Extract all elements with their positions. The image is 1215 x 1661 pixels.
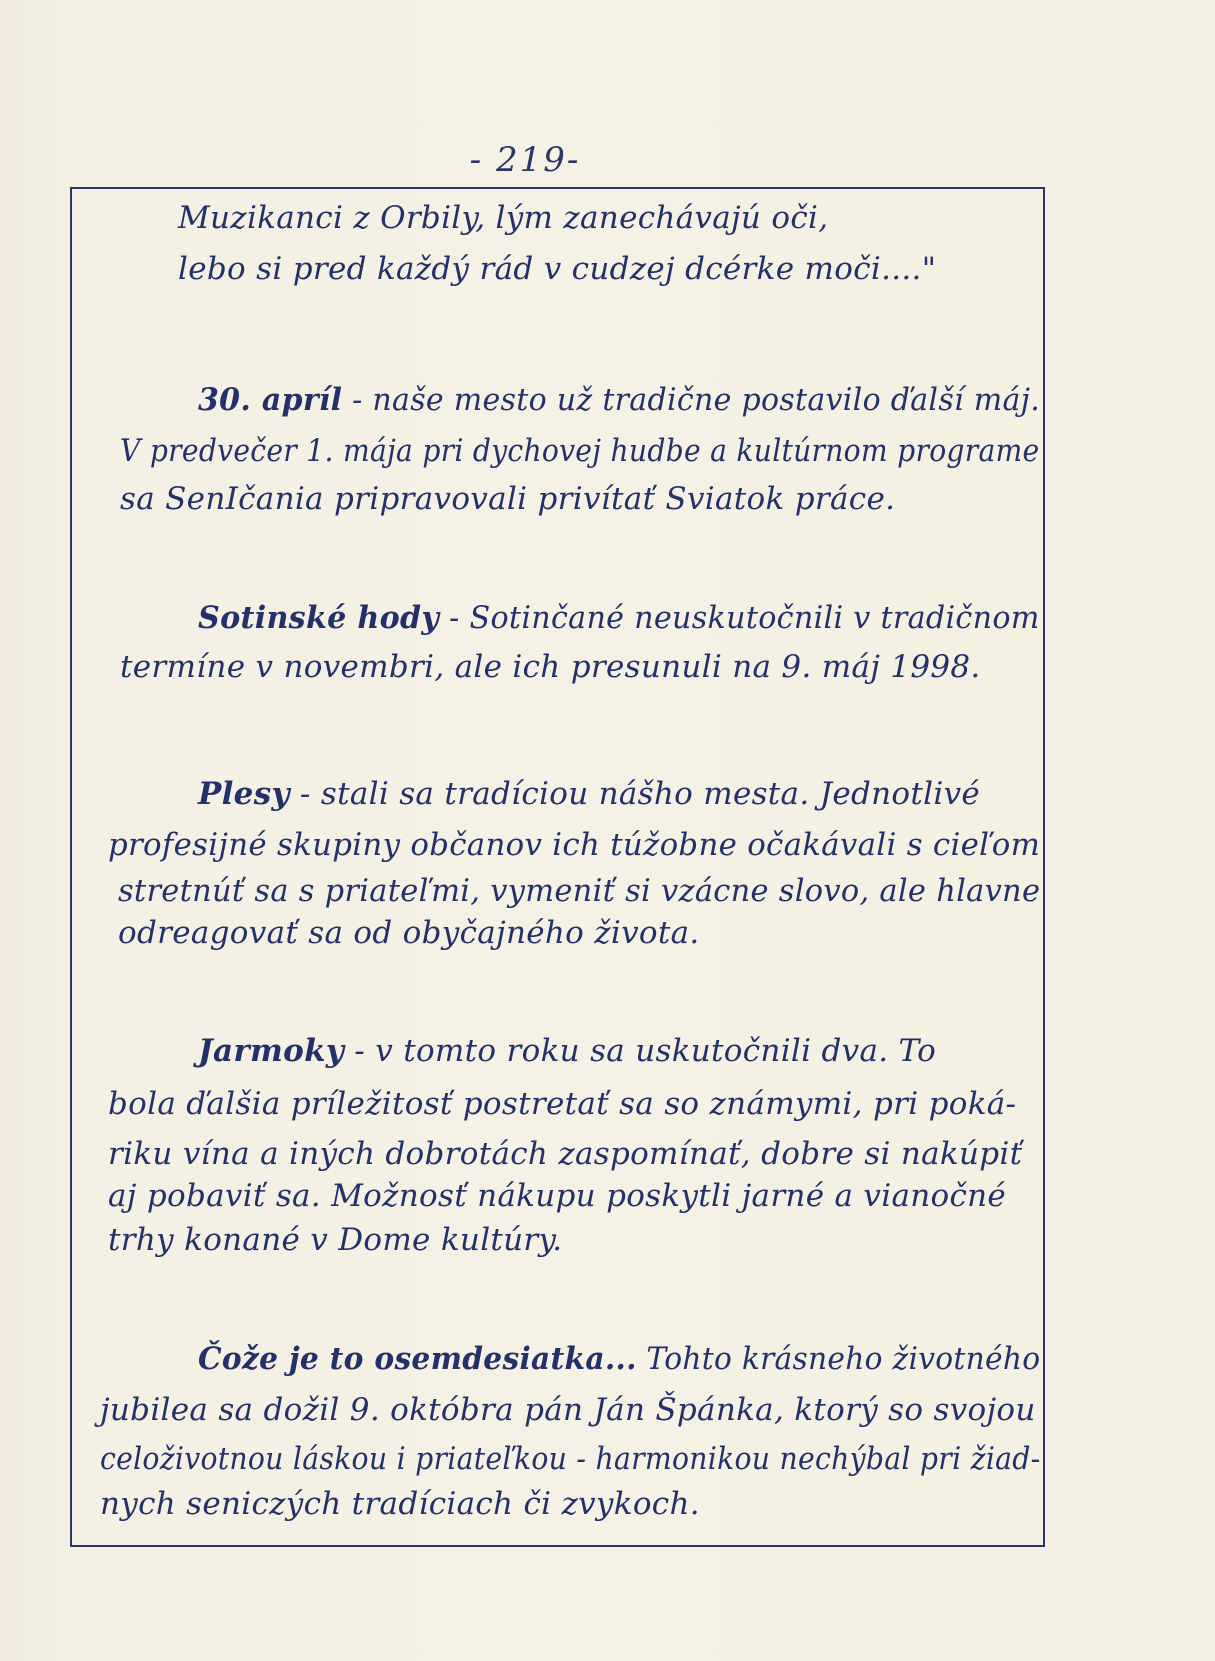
- entry-jubilee-line-4: [100, 1486, 700, 1522]
- line-text: V predvečer 1. mája pri dychovej hudbe a kultúrnom programe: [120, 433, 1040, 469]
- entry-heading: 30. apríl: [198, 382, 343, 418]
- entry-jarmoky-line-5: [108, 1222, 562, 1258]
- entry-jubilee-line-1: [198, 1341, 1040, 1377]
- line-text: odreagovať sa od obyčajného života.: [118, 915, 700, 951]
- line-text: jubilea sa dožil 9. októbra pán Ján Špánka, ktorý so svojou: [100, 1392, 1036, 1428]
- entry-hody-line-2: [120, 649, 981, 685]
- entry-jubilee-line-2: [100, 1392, 1036, 1428]
- entry-may-pole-line-3: [120, 481, 895, 517]
- entry-heading: Plesy: [198, 776, 290, 812]
- line-text: Muzikanci z Orbily, lým zanechávajú oči,: [178, 200, 829, 236]
- line-text: nych seniczých tradíciach či zvykoch.: [100, 1486, 700, 1522]
- line-text: - naše mesto už tradične postavilo ďalší máj.: [342, 382, 1041, 418]
- line-text: - v tomto roku sa uskutočnili dva. To: [344, 1033, 937, 1069]
- line-text: trhy konané v Dome kultúry.: [108, 1222, 563, 1258]
- line-text: profesijné skupiny občanov ich túžobne očakávali s cieľom: [108, 827, 1041, 863]
- entry-jarmoky-line-2: [108, 1086, 1016, 1122]
- entry-plesy-line-3: [118, 873, 1040, 909]
- line-text: celoživotnou láskou i priateľkou - harmonikou nechýbal pri žiad-: [100, 1441, 1041, 1477]
- line-text: - stali sa tradíciou nášho mesta. Jednotlivé: [289, 776, 981, 812]
- entry-may-pole-line-2: [120, 433, 1039, 469]
- entry-heading: Čože je to osemdesiatka...: [198, 1341, 637, 1377]
- entry-heading: Sotinské hody: [198, 600, 440, 636]
- poem-line-2: [178, 251, 936, 287]
- line-text: Tohto krásneho životného: [636, 1341, 1041, 1377]
- line-text: termíne v novembri, ale ich presunuli na 9. máj 1998.: [120, 649, 981, 685]
- entry-plesy-line-2: [108, 827, 1040, 863]
- line-text: stretnúť sa s priateľmi, vymeniť si vzácne slovo, ale hlavne: [118, 873, 1041, 909]
- line-text: aj pobaviť sa. Možnosť nákupu poskytli jarné a vianočné: [108, 1178, 1007, 1214]
- entry-jarmoky-line-4: [108, 1178, 1006, 1214]
- entry-jarmoky-line-3: [108, 1136, 1022, 1172]
- line-text: - Sotinčané neuskutočnili v tradičnom: [439, 600, 1040, 636]
- line-text: sa SenIčania pripravovali privítať Sviatok práce.: [120, 481, 896, 517]
- poem-line-1: [178, 200, 828, 236]
- entry-hody-line-1: [198, 600, 1040, 636]
- entry-may-pole-line-1: [198, 382, 1040, 418]
- entry-heading: Jarmoky: [198, 1033, 345, 1069]
- entry-plesy-line-4: [118, 915, 700, 951]
- entry-plesy-line-1: [198, 776, 980, 812]
- page-number: - 219-: [469, 140, 581, 180]
- line-text: lebo si pred každý rád v cudzej dcérke moči....": [178, 251, 937, 287]
- entry-jarmoky-line-1: [198, 1033, 936, 1069]
- entry-jubilee-line-3: [100, 1441, 1040, 1477]
- line-text: bola ďalšia príležitosť postretať sa so známymi, pri poká-: [108, 1086, 1017, 1122]
- line-text: riku vína a iných dobrotách zaspomínať, dobre si nakúpiť: [108, 1136, 1023, 1172]
